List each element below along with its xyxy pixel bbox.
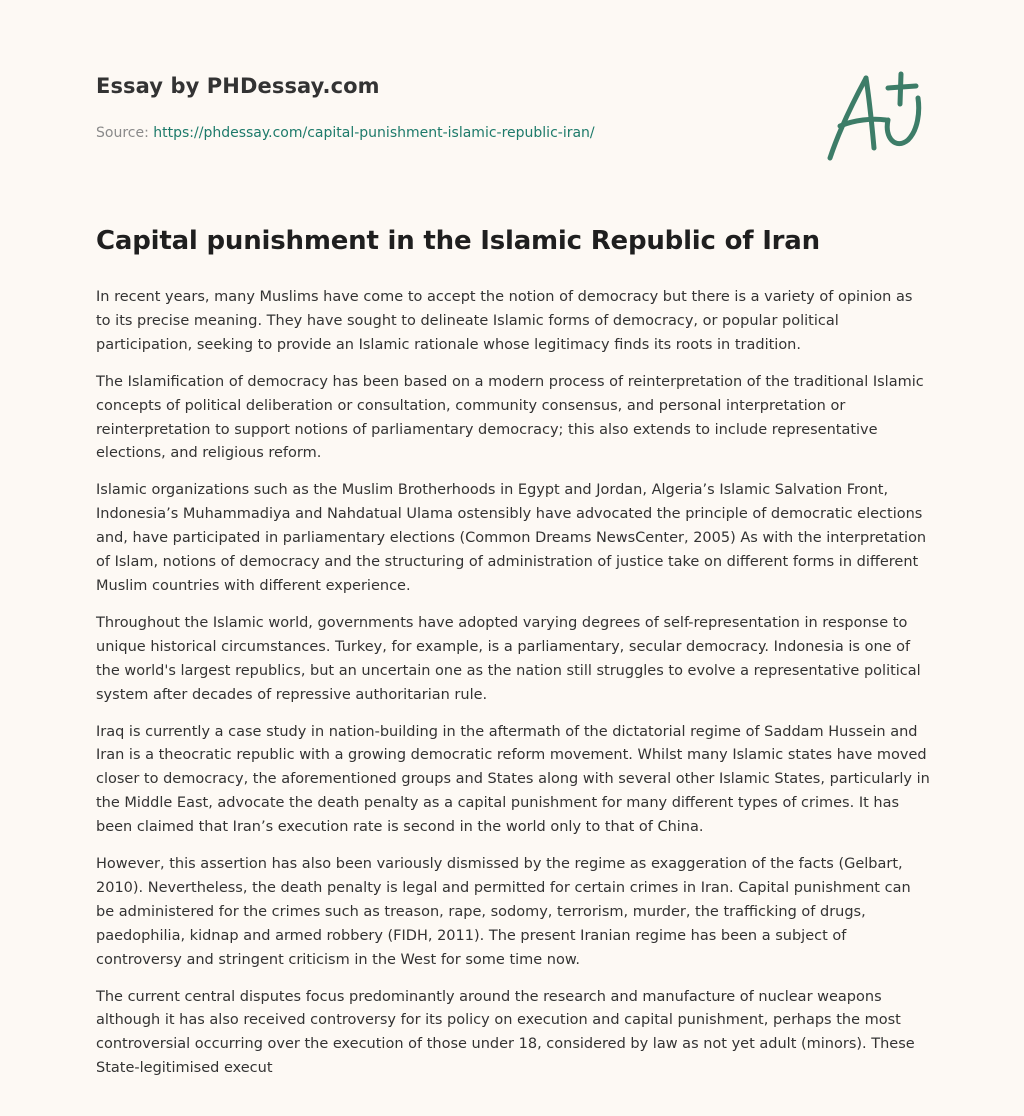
source-line <box>96 125 796 141</box>
essay-paragraph: Iraq is currently a case study in nation-building in the aftermath of the dictatorial regime of Saddam Hussein and Iran is a theocratic republic with a growing democratic reform movement. Whilst many Islamic states have moved closer to democracy, the aforementioned groups and States along with several other Islamic States, particularly in the Middle East, advocate the death penalty as a capital punishment for many different types of crimes. It has been claimed that Iran’s execution rate is second in the world only to that of China. <box>96 723 930 836</box>
essay-paragraph: The current central disputes focus predominantly around the research and manufacture of nuclear weapons although it has also received controversy for its policy on execution and capital punishment, perhaps the most controversial occurring over the execution of those under 18, considered by law as not yet adult (minors). These State-legitimised execut <box>96 988 915 1077</box>
site-brand: Essay by PHDessay.com <box>96 74 380 98</box>
essay-paragraph: In recent years, many Muslims have come to accept the notion of democracy but there is a variety of opinion as to its precise meaning. They have sought to delineate Islamic forms of democracy, or popular political participation, seeking to provide an Islamic rationale whose legitimacy finds its roots in tradition. <box>96 289 913 353</box>
essay-title: Capital punishment in the Islamic Republic of Iran <box>96 226 820 256</box>
essay-paragraph: Throughout the Islamic world, governments have adopted varying degrees of self-representation in response to unique historical circumstances. Turkey, for example, is a parliamentary, secular democracy. Indonesia is one of the world's largest republics, but an uncertain one as the nation still struggles to evolve a representative political system after decades of repressive authoritarian rule. <box>96 614 921 703</box>
essay-paragraph: The Islamification of democracy has been based on a modern process of reinterpretation of the traditional Islamic concepts of political deliberation or consultation, community consensus, and personal interpretation or reinterpretation to support notions of parliamentary democracy; this also extends to include representative elections, and religious reform. <box>96 373 924 462</box>
essay-paragraph: Islamic organizations such as the Muslim Brotherhoods in Egypt and Jordan, Algeria’s Islamic Salvation Front, Indonesia’s Muhammadiya and Nahdatual Ulama ostensibly have advocated the principle of democratic elections and, have participated in parliamentary elections (Common Dreams NewsCenter, 2005) As with the interpretation of Islam, notions of democracy and the structuring of administration of justice take on different forms in different Muslim countries with different experience. <box>96 482 927 594</box>
essay-body <box>96 286 931 1094</box>
essay-paragraph: However, this assertion has also been variously dismissed by the regime as exaggeration of the facts (Gelbart, 2010). Nevertheless, the death penalty is legal and permitted for certain crimes in Iran. Capital punishment can be administered for the crimes such as treason, rape, sodomy, terrorism, murder, the trafficking of drugs, paedophilia, kidnap and armed robbery (FIDH, 2011). The present Iranian regime has been a subject of controversy and stringent criticism in the West for some time now. <box>96 856 911 968</box>
essay-header <box>96 74 796 141</box>
source-label: Source: <box>96 125 154 141</box>
source-link[interactable]: https://phdessay.com/capital-punishment-islamic-republic-iran/ <box>153 125 595 141</box>
a-plus-grade-icon <box>824 68 928 164</box>
